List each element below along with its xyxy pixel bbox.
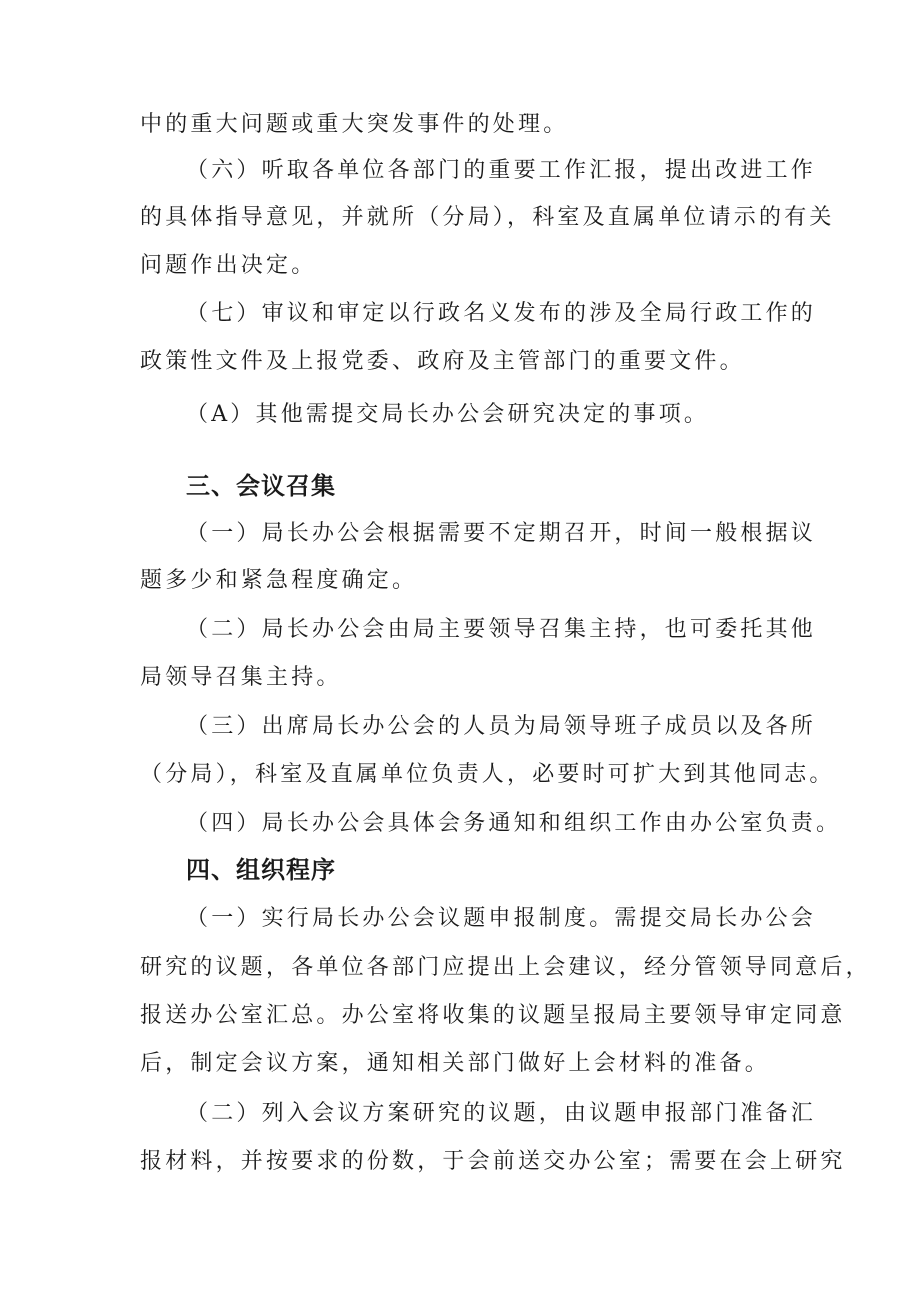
text-line: （A）其他需提交局长办公会研究决定的事项。 <box>186 402 710 427</box>
text-line: 研究的议题，各单位各部门应提出上会建议，经分管领导同意后， <box>140 955 871 980</box>
text-line: 题多少和紧急程度确定。 <box>140 568 418 593</box>
text-line: （四）局长办公会具体会务通知和组织工作由办公室负责。 <box>186 811 842 836</box>
text-line: （一）实行局长办公会议题申报制度。需提交局长办公会 <box>186 906 817 931</box>
text-line: （分局），科室及直属单位负责人，必要时可扩大到其他同志。 <box>140 762 835 787</box>
text-line: （六）听取各单位各部门的重要工作汇报，提出改进工作 <box>186 158 817 183</box>
text-line: （二）局长办公会由局主要领导召集主持，也可委托其他 <box>186 617 817 642</box>
text-line: 报材料，并按要求的份数，于会前送交办公室；需要在会上研究 <box>140 1149 846 1174</box>
text-line: 问题作出决定。 <box>140 253 317 278</box>
section-heading-3: 三、会议召集 <box>186 472 336 500</box>
text-line: （七）审议和审定以行政名义发布的涉及全局行政工作的 <box>186 301 817 326</box>
text-line: 中的重大问题或重大突发事件的处理。 <box>140 112 569 137</box>
text-line: 政策性文件及上报党委、政府及主管部门的重要文件。 <box>140 349 745 374</box>
text-line: 局领导召集主持。 <box>140 665 342 690</box>
text-line: 后，制定会议方案，通知相关部门做好上会材料的准备。 <box>140 1051 771 1076</box>
text-line: （三）出席局长办公会的人员为局领导班子成员以及各所 <box>186 714 817 739</box>
text-line: 报送办公室汇总。办公室将收集的议题呈报局主要领导审定同意 <box>140 1003 846 1028</box>
text-line: （一）局长办公会根据需要不定期召开，时间一般根据议 <box>186 521 817 546</box>
text-line: （二）列入会议方案研究的议题，由议题申报部门准备汇 <box>186 1101 817 1126</box>
section-heading-4: 四、组织程序 <box>186 856 336 884</box>
text-line: 的具体指导意见，并就所（分局），科室及直属单位请示的有关 <box>140 205 835 230</box>
